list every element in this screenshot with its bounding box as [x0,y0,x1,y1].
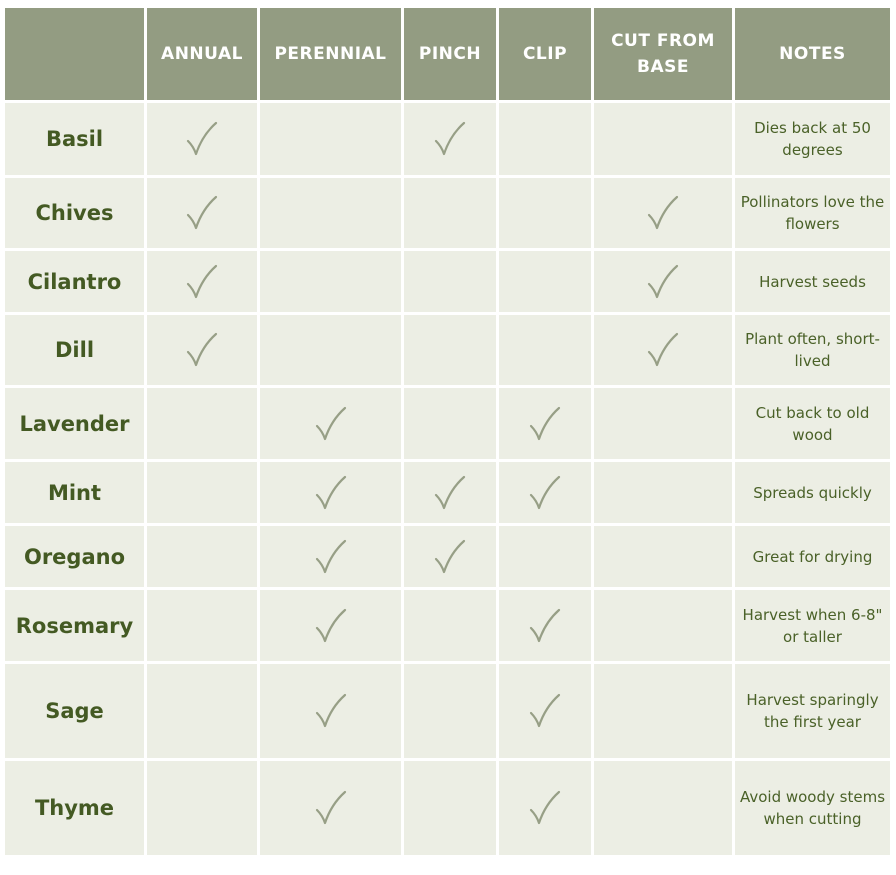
checkmark-icon [434,539,466,575]
cell-perennial [260,103,401,175]
herb-name: Cilantro [5,251,144,312]
cell-clip [499,315,591,385]
cell-perennial [260,761,401,855]
cell-clip [499,462,591,523]
checkmark-icon [315,693,347,729]
checkmark-icon [647,195,679,231]
cell-perennial [260,178,401,248]
herb-name: Rosemary [5,590,144,661]
cell-cut-from-base [594,315,732,385]
herb-note: Great for drying [735,526,890,587]
cell-annual [147,590,257,661]
cell-cut-from-base [594,590,732,661]
table-row [5,590,890,661]
header-corner [5,8,144,100]
herb-name: Chives [5,178,144,248]
cell-annual [147,251,257,312]
cell-pinch [404,462,496,523]
cell-annual [147,462,257,523]
cell-perennial [260,462,401,523]
cell-annual [147,526,257,587]
herb-rows [5,103,890,855]
herb-note: Spreads quickly [735,462,890,523]
herb-note: Cut back to old wood [735,388,890,459]
table-row [5,761,890,855]
herb-name: Oregano [5,526,144,587]
checkmark-icon [529,790,561,826]
cell-pinch [404,664,496,758]
checkmark-icon [186,332,218,368]
cell-perennial [260,664,401,758]
herb-name: Dill [5,315,144,385]
table-row [5,664,890,758]
checkmark-icon [529,608,561,644]
herb-note: Dies back at 50 degrees [735,103,890,175]
cell-cut-from-base [594,526,732,587]
herb-note: Harvest when 6-8" or taller [735,590,890,661]
cell-clip [499,388,591,459]
header-perennial: PERENNIAL [260,8,401,100]
herb-name: Mint [5,462,144,523]
cell-clip [499,178,591,248]
cell-perennial [260,590,401,661]
checkmark-icon [647,264,679,300]
table-row [5,178,890,248]
table-row [5,251,890,312]
herb-name: Basil [5,103,144,175]
cell-perennial [260,526,401,587]
checkmark-icon [315,790,347,826]
herb-note: Harvest seeds [735,251,890,312]
cell-pinch [404,315,496,385]
cell-annual [147,388,257,459]
herb-name: Sage [5,664,144,758]
cell-cut-from-base [594,103,732,175]
checkmark-icon [315,539,347,575]
cell-cut-from-base [594,251,732,312]
table-row [5,315,890,385]
header-row [5,8,890,100]
header-cut-from-base: CUT FROM BASE [594,8,732,100]
herb-note: Plant often, short-lived [735,315,890,385]
checkmark-icon [315,608,347,644]
cell-cut-from-base [594,178,732,248]
checkmark-icon [529,475,561,511]
cell-pinch [404,388,496,459]
cell-annual [147,664,257,758]
cell-clip [499,251,591,312]
herb-harvest-table [2,5,893,858]
checkmark-icon [315,475,347,511]
cell-clip [499,590,591,661]
cell-pinch [404,178,496,248]
cell-cut-from-base [594,388,732,459]
checkmark-icon [186,264,218,300]
cell-pinch [404,251,496,312]
cell-cut-from-base [594,664,732,758]
cell-pinch [404,526,496,587]
cell-clip [499,761,591,855]
cell-pinch [404,761,496,855]
cell-cut-from-base [594,462,732,523]
table-row [5,388,890,459]
checkmark-icon [186,195,218,231]
herb-note: Avoid woody stems when cutting [735,761,890,855]
checkmark-icon [647,332,679,368]
checkmark-icon [434,475,466,511]
herb-name: Lavender [5,388,144,459]
herb-note: Pollinators love the flowers [735,178,890,248]
cell-annual [147,103,257,175]
cell-pinch [404,103,496,175]
cell-pinch [404,590,496,661]
cell-clip [499,103,591,175]
header-annual: ANNUAL [147,8,257,100]
cell-perennial [260,388,401,459]
checkmark-icon [529,693,561,729]
header-notes: NOTES [735,8,890,100]
herb-name: Thyme [5,761,144,855]
checkmark-icon [315,406,347,442]
checkmark-icon [529,406,561,442]
table-row [5,526,890,587]
cell-perennial [260,315,401,385]
table-row [5,462,890,523]
checkmark-icon [434,121,466,157]
cell-annual [147,315,257,385]
header-clip: CLIP [499,8,591,100]
table-row [5,103,890,175]
cell-cut-from-base [594,761,732,855]
checkmark-icon [186,121,218,157]
header-pinch: PINCH [404,8,496,100]
cell-perennial [260,251,401,312]
herb-note: Harvest sparingly the first year [735,664,890,758]
cell-clip [499,664,591,758]
cell-annual [147,178,257,248]
cell-annual [147,761,257,855]
cell-clip [499,526,591,587]
